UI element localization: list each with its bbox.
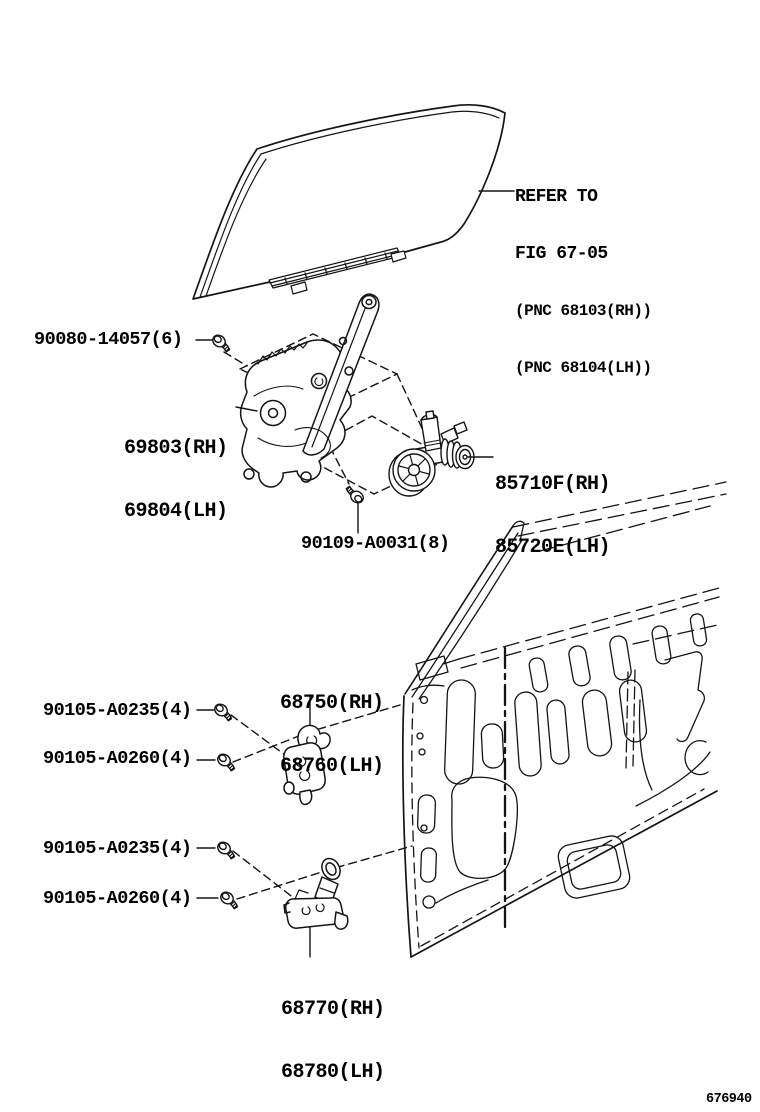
label-motor: [495, 432, 610, 600]
refer-note-line4: (PNC 68104(LH)): [515, 359, 652, 377]
label-regulator: [124, 396, 228, 564]
lower-door-hinge: [284, 855, 348, 929]
refer-note-line1: REFER TO: [515, 187, 598, 207]
upper-hinge-bolt-a-icon: [213, 702, 236, 722]
leader-lines: [196, 191, 514, 957]
label-upper-hinge-bolt-a: 90105-A0235(4): [43, 700, 192, 721]
refer-note-line3: (PNC 68103(RH)): [515, 302, 652, 320]
label-upper-hinge-lh: 68760(LH): [280, 755, 384, 778]
label-lower-hinge-lh: 68780(LH): [281, 1061, 385, 1084]
window-regulator: [241, 294, 379, 487]
refer-note-line2: FIG 67-05: [515, 244, 608, 264]
door-glass: [193, 105, 505, 299]
label-lower-hinge-bolt-a: 90105-A0235(4): [43, 838, 192, 859]
label-upper-hinge-rh: 68750(RH): [280, 692, 384, 715]
label-glass-screw: 90080-14057(6): [34, 329, 183, 350]
drawing-number: 676940: [706, 1092, 752, 1107]
window-motor: [389, 411, 474, 496]
lower-hinge-bolt-b-icon: [219, 890, 242, 910]
label-motor-screw: 90109-A0031(8): [301, 533, 450, 554]
label-regulator-lh: 69804(LH): [124, 500, 228, 523]
refer-note: [515, 151, 652, 415]
label-regulator-rh: 69803(RH): [124, 437, 228, 460]
lower-hinge-bolt-a-icon: [216, 840, 239, 860]
label-lower-hinge: [281, 957, 385, 1112]
label-lower-hinge-rh: 68770(RH): [281, 998, 385, 1021]
label-upper-hinge: [280, 651, 384, 819]
label-motor-rh: 85710F(RH): [495, 473, 611, 496]
glass-screw-icon: [211, 333, 234, 353]
label-upper-hinge-bolt-b: 90105-A0260(4): [43, 748, 192, 769]
label-lower-hinge-bolt-b: 90105-A0260(4): [43, 888, 192, 909]
label-motor-lh: 85720E(LH): [495, 536, 611, 559]
